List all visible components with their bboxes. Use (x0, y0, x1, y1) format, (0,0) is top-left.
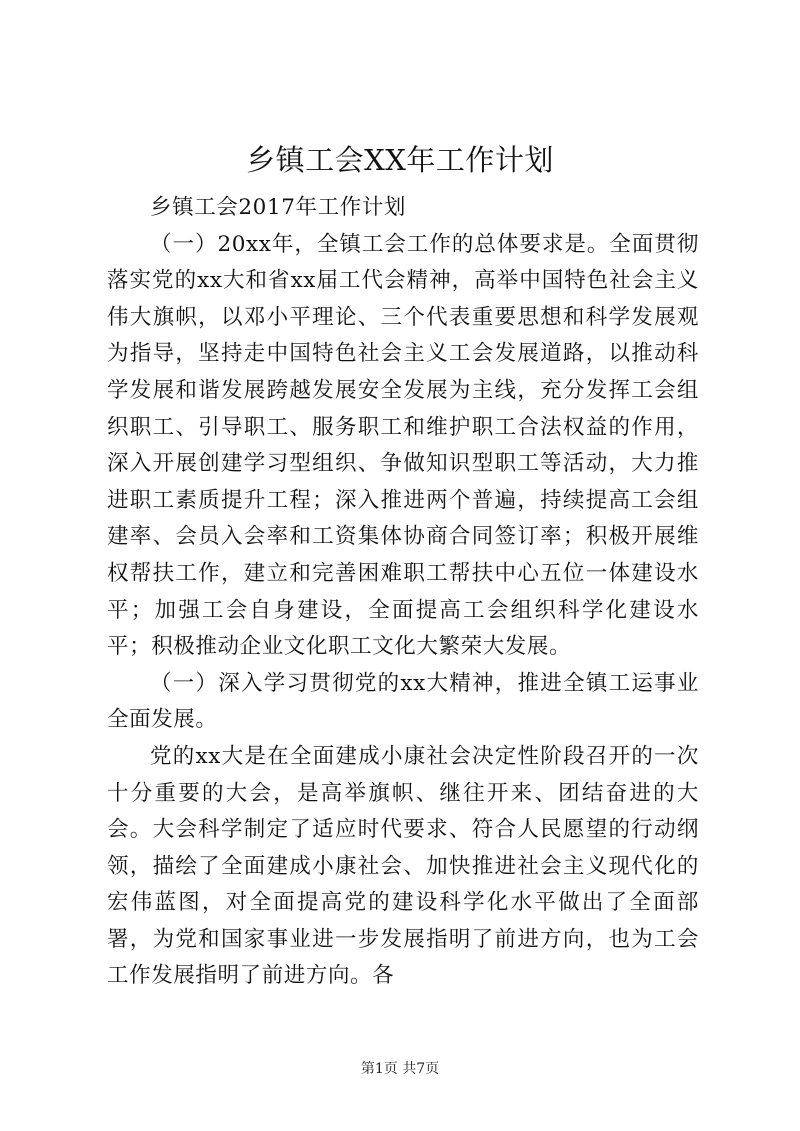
paragraph-congress-significance: 党的xx大是在全面建成小康社会决定性阶段召开的一次十分重要的大会，是高举旗帜、继往开来、团结奋进的大会。大会科学制定了适应时代要求、符合人民愿望的行动纲领，描绘了全面建成小康社会、加快推进社会主义现代化的宏伟蓝图，对全面提高党的建设科学化水平做出了全面部署，为党和国家事业进一步发展指明了前进方向，也为工会工作发展指明了前进方向。各 (107, 743, 699, 989)
document-title: 乡镇工会XX年工作计划 (246, 143, 554, 177)
paragraph-section-heading: （一）深入学习贯彻党的xx大精神，推进全镇工运事业全面发展。 (107, 670, 699, 733)
page-number-footer: 第1页 共7页 (360, 1061, 440, 1077)
paragraph-overall-requirements: （一）20xx年，全镇工会工作的总体要求是。全面贯彻落实党的xx大和省xx届工代会精神，高举中国特色社会主义伟大旗帜，以邓小平理论、三个代表重要思想和科学发展观为指导，坚持走中国特色社会主义工会发展道路，以推动科学发展和谐发展跨越发展安全发展为主线，充分发挥工会组织职工、引导职工、服务职工和维护职工合法权益的作用，深入开展创建学习型组织、争做知识型职工等活动，大力推进职工素质提升工程；深入推进两个普遍，持续提高工会组建率、会员入会率和工资集体协商合同签订率；积极开展维权帮扶工作，建立和完善困难职工帮扶中心五位一体建设水平；加强工会自身建设，全面提高工会组织科学化建设水平；积极推动企业文化职工文化大繁荣大发展。 (107, 231, 699, 660)
paragraph-subtitle: 乡镇工会2017年工作计划 (150, 195, 407, 220)
document-body (107, 190, 699, 995)
